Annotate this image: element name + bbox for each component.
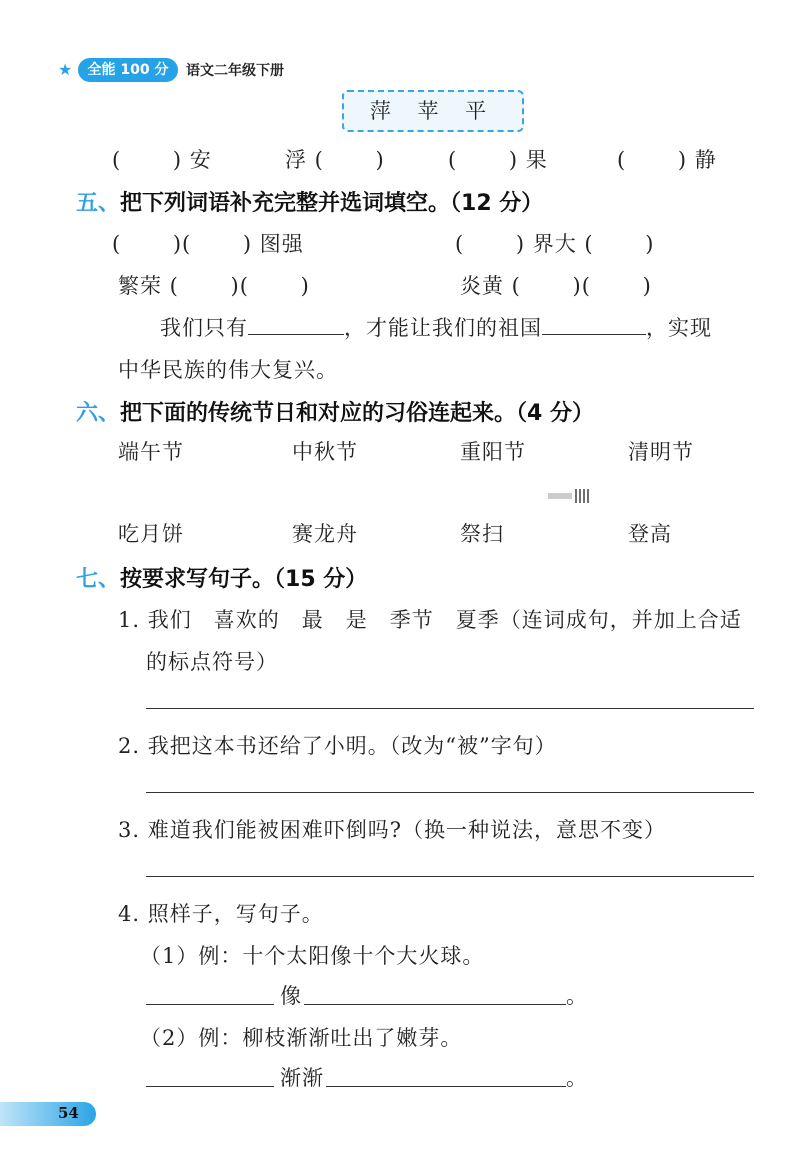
fill-item-3: ( ) 果 — [448, 148, 548, 172]
section-7-heading — [76, 562, 367, 593]
example-2: （2）例：柳枝渐渐吐出了嫩芽。 — [140, 1026, 463, 1050]
fill-sentence-continued: 中华民族的伟大复兴。 — [118, 358, 338, 382]
festival-2[interactable]: 中秋节 — [292, 440, 358, 464]
fill-item-4: ( ) 静 — [617, 148, 717, 172]
custom-1[interactable]: 吃月饼 — [118, 522, 184, 546]
header-badge: 全能 100 分 — [78, 58, 178, 82]
answer-blank[interactable] — [248, 314, 344, 335]
word-box: 萍 苹 平 — [342, 90, 524, 132]
idiom-4: 炎黄 ( )( ) — [460, 274, 652, 298]
example-2-end: 。 — [566, 1066, 588, 1090]
fill-item-2: 浮 ( ) — [285, 148, 385, 172]
fill-sentence — [160, 312, 712, 342]
idiom-1: ( )( ) 图强 — [112, 232, 304, 256]
header-subtitle: 语文二年级下册 — [186, 63, 284, 79]
fill-item-1: ( ) 安 — [112, 148, 212, 172]
fill-sentence-part-1: 我们只有 — [160, 316, 248, 340]
answer-line-3[interactable] — [146, 876, 754, 877]
example-1-connector: 像 — [280, 984, 302, 1008]
question-2: 2. 我把这本书还给了小明。（改为“被”字句） — [118, 734, 557, 758]
answer-line-1[interactable] — [146, 708, 754, 709]
example-2-connector: 渐渐 — [280, 1066, 324, 1090]
question-1-line-2: 的标点符号） — [146, 650, 278, 674]
answer-line-2[interactable] — [146, 792, 754, 793]
festival-4[interactable]: 清明节 — [628, 440, 694, 464]
qr-caption — [548, 493, 572, 499]
answer-blank-1b[interactable] — [304, 1004, 566, 1005]
question-3: 3. 难道我们能被困难吓倒吗?（换一种说法，意思不变） — [118, 818, 666, 842]
answer-blank-1a[interactable] — [146, 1004, 274, 1005]
section-6-title: 把下面的传统节日和对应的习俗连起来。（4 分） — [120, 401, 594, 426]
section-5-heading — [76, 186, 543, 217]
page-number: 54 — [58, 1104, 79, 1122]
example-1-end: 。 — [566, 984, 588, 1008]
section-7-title: 按要求写句子。（15 分） — [120, 567, 368, 592]
section-6-heading — [76, 396, 594, 427]
section-7-number: 七、 — [76, 567, 121, 592]
section-5-title: 把下列词语补充完整并选词填空。（12 分） — [120, 191, 544, 216]
question-4: 4. 照样子，写句子。 — [118, 902, 324, 926]
idiom-2: ( ) 界大 ( ) — [455, 232, 655, 256]
festival-1[interactable]: 端午节 — [118, 440, 184, 464]
answer-blank-2a[interactable] — [146, 1086, 274, 1087]
qr-code-icon — [575, 489, 589, 503]
fill-sentence-part-3: ，实现 — [646, 316, 712, 340]
custom-2[interactable]: 赛龙舟 — [292, 522, 358, 546]
custom-4[interactable]: 登高 — [628, 522, 672, 546]
footer-bar — [0, 1102, 96, 1126]
idiom-3: 繁荣 ( )( ) — [118, 274, 310, 298]
section-6-number: 六、 — [76, 401, 121, 426]
example-1: （1）例：十个太阳像十个大火球。 — [140, 944, 485, 968]
custom-3[interactable]: 祭扫 — [460, 522, 504, 546]
answer-blank[interactable] — [542, 314, 646, 335]
section-5-number: 五、 — [76, 191, 121, 216]
fill-sentence-part-2: ，才能让我们的祖国 — [344, 316, 542, 340]
question-1-line-1: 1. 我们 喜欢的 最 是 季节 夏季（连词成句，并加上合适 — [118, 608, 742, 632]
answer-blank-2b[interactable] — [326, 1086, 566, 1087]
header-star-icon: ★ — [58, 60, 73, 79]
festival-3[interactable]: 重阳节 — [460, 440, 526, 464]
